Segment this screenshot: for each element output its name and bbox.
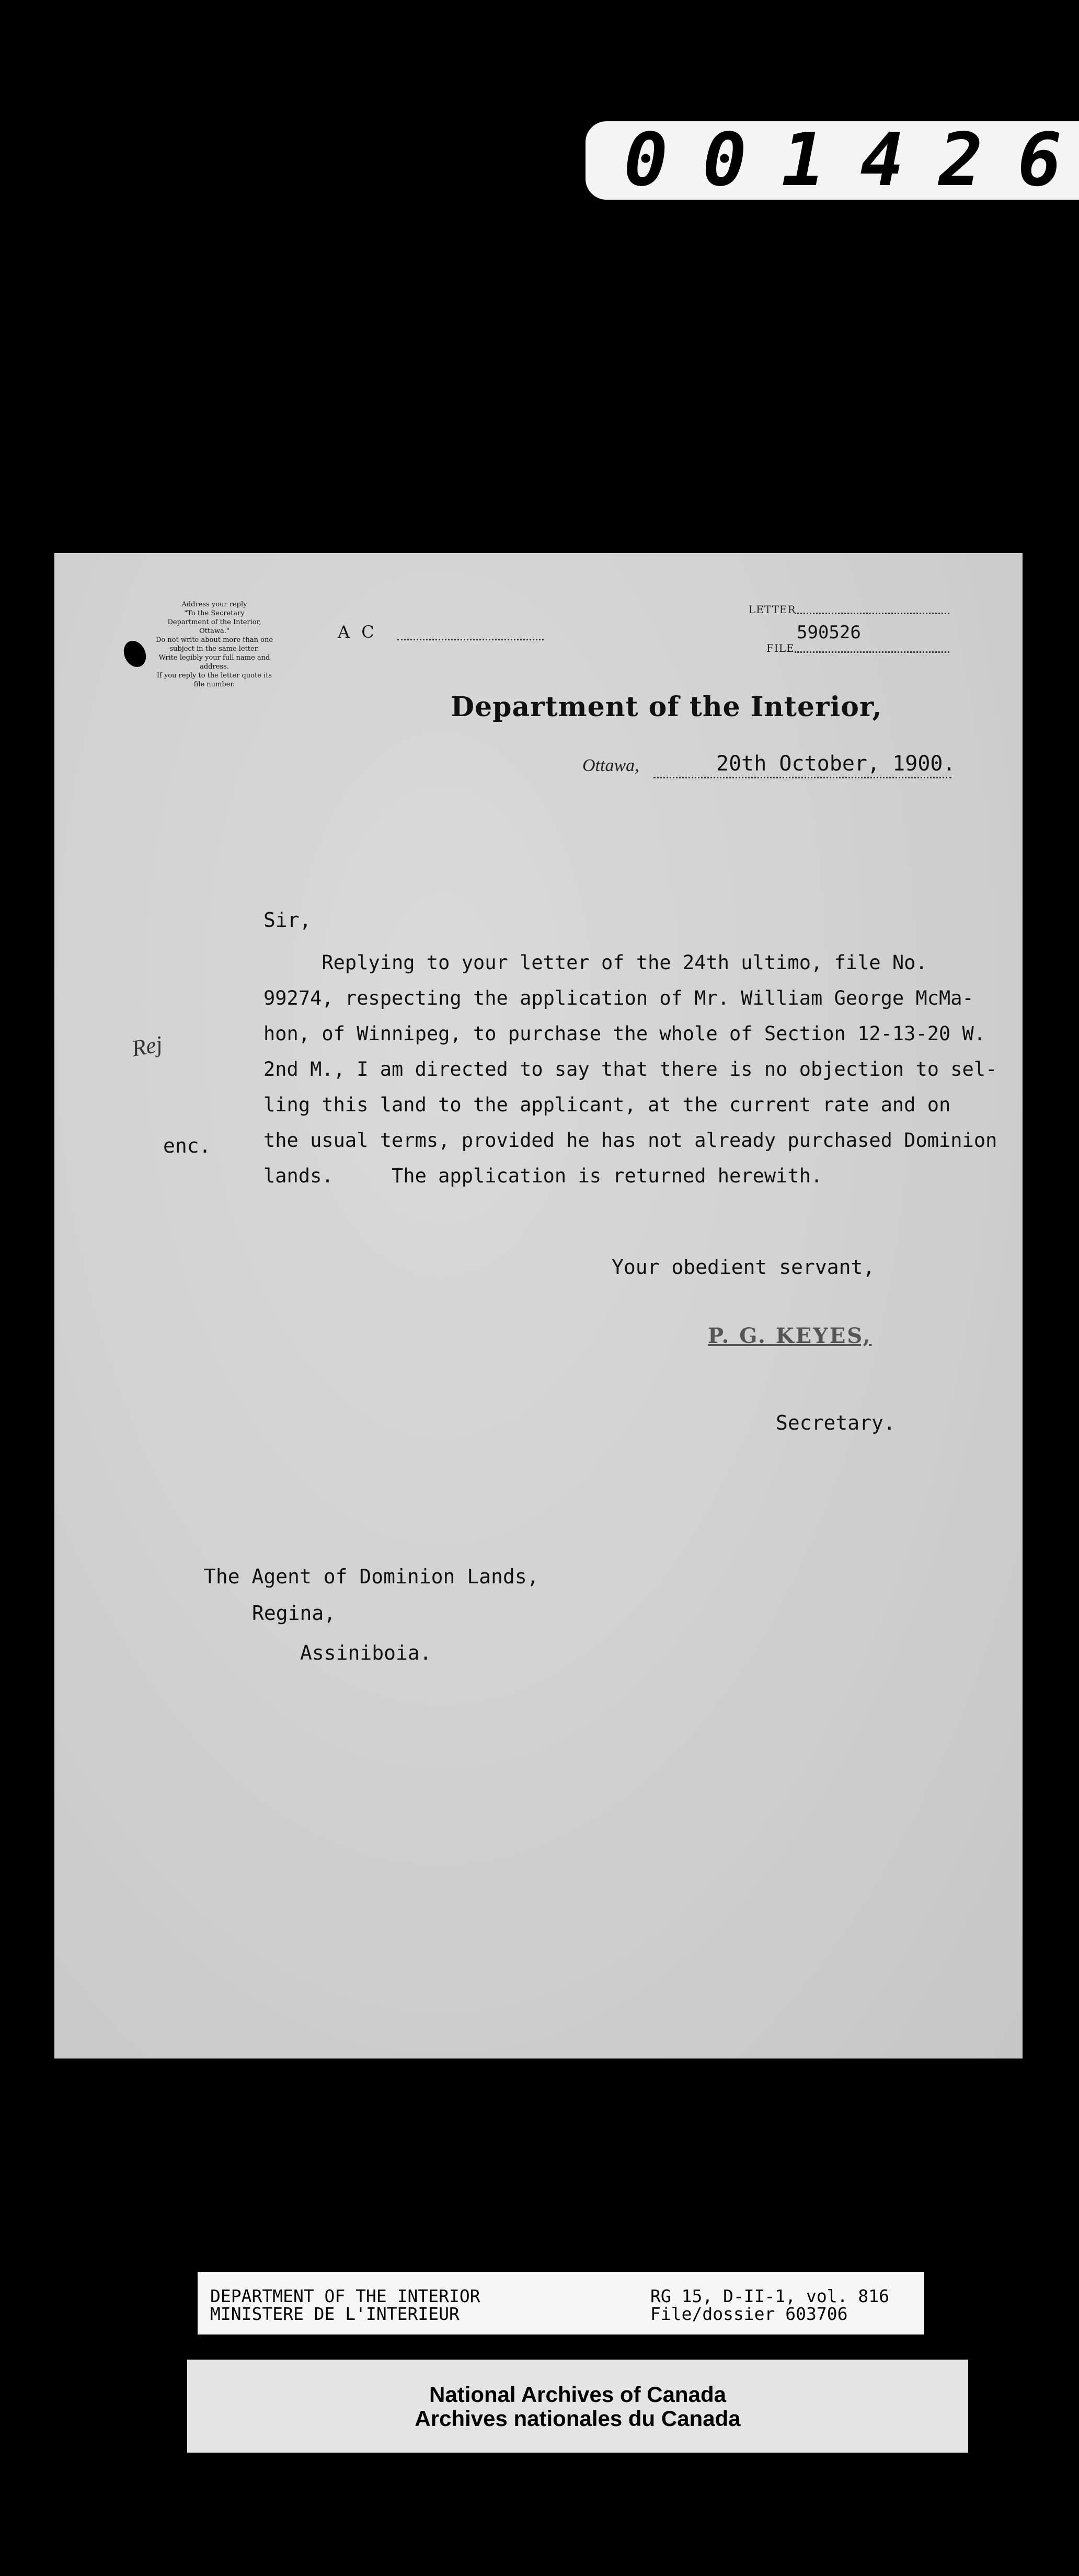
label-line: DEPARTMENT OF THE INTERIOR bbox=[210, 2286, 480, 2306]
label-department bbox=[210, 2287, 480, 2323]
enclosure-note: enc. bbox=[163, 1134, 211, 1157]
ac-dotted-line bbox=[397, 639, 544, 640]
recipient-line: The Agent of Dominion Lands, bbox=[204, 1565, 539, 1588]
archive-reference-label bbox=[198, 2272, 924, 2334]
address-line: file number. bbox=[193, 681, 235, 688]
place: Ottawa, bbox=[582, 756, 639, 775]
margin-annotation: Rej bbox=[130, 1031, 165, 1062]
file-dotted-line bbox=[795, 651, 949, 653]
letter-dotted-line bbox=[795, 613, 949, 614]
body-line: hon, of Winnipeg, to purchase the whole of Section 12-13-20 W. bbox=[263, 1022, 986, 1045]
body-line: ling this land to the applicant, at the current rate and on bbox=[263, 1094, 951, 1116]
recipient-line: Assiniboia. bbox=[300, 1641, 432, 1664]
label-line: MINISTERE DE L'INTERIEUR bbox=[210, 2304, 460, 2324]
body-line: Replying to your letter of the 24th ultimo, file No. bbox=[263, 951, 927, 974]
counter-digit: 4 bbox=[860, 118, 904, 203]
signature-stamp: P. G. KEYES, bbox=[708, 1324, 872, 1348]
body-line: 2nd M., I am directed to say that there is no objection to sel- bbox=[263, 1058, 997, 1080]
archives-banner bbox=[187, 2360, 968, 2453]
archives-name-fr: Archives nationales du Canada bbox=[415, 2406, 741, 2431]
counter-digit: 0 bbox=[624, 118, 668, 203]
letter-sheet bbox=[54, 553, 1023, 2058]
address-line: Department of the Interior, bbox=[167, 618, 261, 626]
body-line: the usual terms, provided he has not already purchased Dominion bbox=[263, 1129, 997, 1152]
counter-digit: 2 bbox=[938, 118, 983, 203]
file-label: FILE bbox=[766, 642, 795, 654]
address-line: subject in the same letter. bbox=[169, 645, 259, 653]
counter-digit: 0 bbox=[702, 118, 747, 203]
recipient-line: Regina, bbox=[252, 1602, 336, 1625]
archives-name-en: National Archives of Canada bbox=[429, 2382, 726, 2407]
label-reference bbox=[650, 2287, 889, 2323]
counter-digit: 6 bbox=[1017, 118, 1062, 203]
signatory-title: Secretary. bbox=[776, 1411, 896, 1434]
address-line: Address your reply bbox=[181, 601, 247, 608]
letter-label: LETTER bbox=[749, 603, 796, 616]
body-line: 99274, respecting the application of Mr. William George McMa- bbox=[263, 987, 974, 1009]
label-line: File/dossier 603706 bbox=[650, 2304, 848, 2324]
address-line: address. bbox=[200, 663, 229, 671]
frame-counter bbox=[586, 118, 1079, 203]
address-instructions bbox=[105, 600, 324, 689]
date-dotted-line bbox=[653, 777, 951, 778]
ac-reference: A C bbox=[338, 622, 377, 642]
address-line: Do not write about more than one bbox=[155, 636, 273, 644]
file-number: 590526 bbox=[797, 622, 861, 643]
body-line: lands. The application is returned herewith. bbox=[263, 1165, 823, 1187]
letter-body bbox=[263, 945, 1006, 1194]
counter-digit: 1 bbox=[781, 118, 825, 203]
label-line: RG 15, D-II-1, vol. 816 bbox=[650, 2286, 889, 2306]
address-line: "To the Secretary bbox=[184, 610, 245, 617]
letter-date: 20th October, 1900. bbox=[716, 752, 956, 776]
address-line: If you reply to the letter quote its bbox=[156, 672, 272, 680]
address-line: Ottawa." bbox=[199, 627, 229, 635]
salutation: Sir, bbox=[263, 908, 312, 932]
address-line: Write legibly your full name and bbox=[158, 654, 270, 662]
department-heading: Department of the Interior, bbox=[451, 691, 882, 723]
closing: Your obedient servant, bbox=[612, 1256, 875, 1279]
